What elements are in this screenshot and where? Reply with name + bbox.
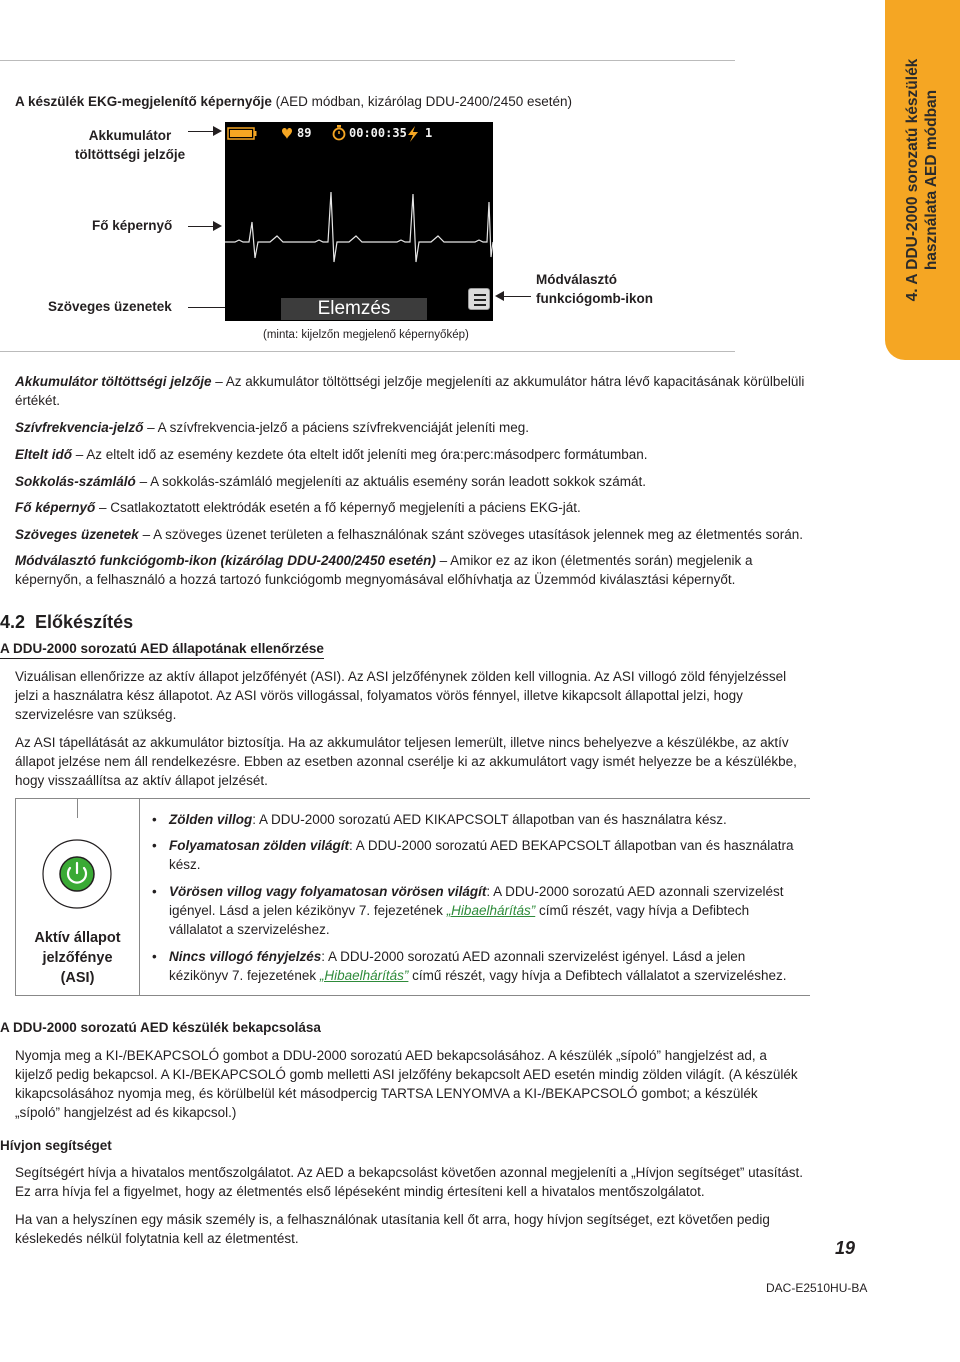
- definition-heart-rate: Szívfrekvencia-jelző – A szívfrekvencia-jelző a páciens szívfrekvenciáját jeleníti meg.: [15, 420, 529, 435]
- troubleshooting-link[interactable]: „Hibaelhárítás”: [319, 968, 409, 983]
- main-screen-arrow: [188, 226, 220, 227]
- figure-caption: (minta: kijelzőn megjelenő képernyőkép): [263, 329, 469, 341]
- heart-rate-value: 89: [297, 126, 312, 140]
- shock-count-value: 1: [425, 126, 433, 140]
- call-help-paragraph-1: Segítségért hívja a hivatalos mentőszolgálatot. Az AED a bekapcsolást követően azonnal megjeleníti a „Hívjon segítséget” utasítást. Ez arra hívja fel a figyelmet, hogy az életmentés első lépéseként mindig értesíteni kell a hivatalos mentőszolgálatot.: [15, 1165, 803, 1199]
- mode-select-arrow: [497, 296, 531, 297]
- asi-bullet-no-light: • Nincs villogó fényjelzés: A DDU-2000 sorozatú AED azonnali szervizelést igényel. Lásd a jelen kézikönyv 7. fejezetének „Hibaelhárítás” című részét, vagy hívja a Defibtech vállalatot a szervizeléshez.: [152, 947, 802, 985]
- aed-display: [225, 122, 493, 321]
- battery-icon: [228, 128, 257, 139]
- check-paragraph-1: Vizuálisan ellenőrizze az aktív állapot jelzőfényét (ASI). Az ASI jelzőfénynek zölden kell villognia. Az ASI villogó zöld fényjelzéssel jelzi a használatra kész állapotot. Az ASI vörös villogással, folyamatos vörös fénnyel, illetve kikapcsolt állapottal jelzi, hogy szervizelésre van szükség.: [15, 669, 787, 722]
- text-messages-label: Szöveges üzenetek: [48, 299, 172, 314]
- chapter-title-line2: használata AED módban: [923, 89, 940, 271]
- asi-light-icon: [37, 830, 117, 920]
- asi-pointer-line: [77, 798, 78, 818]
- check-paragraph-2: Az ASI tápellátását az akkumulátor biztosítja. Ha az akkumulátor teljesen lemerült, illetve nincs behelyezve a készülékbe, az aktív állapot jelzése nem áll rendelkezésre. Ebben az esetben azonnal cserélje ki az akkumulátort vagy ismét helyezze be a készülékbe, hogy visszaállítsa az aktív állapot jelzését.: [15, 735, 797, 788]
- asi-label: Aktív állapot jelzőfénye (ASI): [34, 930, 121, 986]
- lightning-icon: [408, 126, 418, 142]
- definition-main-screen: Fő képernyő – Csatlakoztatott elektródák esetén a fő képernyő megjeleníti a páciens EKG-ját.: [15, 500, 581, 515]
- power-on-paragraph: Nyomja meg a KI-/BEKAPCSOLÓ gombot a DDU-2000 sorozatú AED bekapcsolásához. A készülék „sípoló” hangjelzést ad, a kijelző pedig bekapcsol. A KI-/BEKAPCSOLÓ gomb melletti ASI jelzőfény bekapcsolt AED esetén mindig zölden világít. (A készülék kikapcsolásához nyomja meg, és körülbelül két másodpercig TARTSA LENYOMVA a KI-/BEKAPCSOLÓ gombot; a készülék „sípoló” hangjelzést ad és kikapcsol.): [15, 1048, 798, 1120]
- call-help-paragraph-2: Ha van a helyszínen egy másik személy is, a felhasználónak utasítania kell őt arra, hogy hívjon segítséget, ezt követően pedig késlekedés nélkül folytatnia kell az életmentést.: [15, 1212, 770, 1246]
- mode-select-label: Módválasztó funkciógomb-ikon: [536, 272, 653, 306]
- main-screen-label: Fő képernyő: [92, 218, 173, 233]
- page-number: 19: [835, 1238, 856, 1258]
- asi-bullet-solid-green: • Folyamatosan zölden világít: A DDU-2000 sorozatú AED BEKAPCSOLT állapotban van és használatra kész.: [152, 836, 802, 874]
- heart-icon: [282, 128, 292, 139]
- chapter-title: [903, 10, 941, 350]
- battery-indicator-label: Akkumulátor töltöttségi jelzője: [74, 128, 186, 162]
- battery-arrow: [188, 131, 220, 132]
- check-status-heading: A DDU-2000 sorozatú AED állapotának ellenőrzése: [0, 641, 324, 659]
- definition-mode-select: Módválasztó funkciógomb-ikon (kizárólag DDU-2400/2450 esetén) – Amikor ez az ikon (életmentés során) megjelenik a képernyőn, a felhasználó a hozzá tartozó funkciógomb megnyomásával előhívhatja az Üzemmód kiválasztási képernyőt.: [15, 553, 753, 587]
- definition-elapsed-time: Eltelt idő – Az eltelt idő az esemény kezdete óta eltelt időt jeleníti meg óra:perc:másodperc formátumban.: [15, 447, 648, 462]
- troubleshooting-link[interactable]: „Hibaelhárítás”: [446, 903, 536, 918]
- mode-select-menu-icon[interactable]: [468, 288, 490, 310]
- section-heading: 4.2 Előkészítés: [0, 612, 134, 632]
- asi-bullet-red: • Vörösen villog vagy folyamatosan vörösen világít: A DDU-2000 sorozatú AED azonnali szervizelést igényel. Lásd a jelen kézikönyv 7. fejezetének „Hibaelhárítás” című részét, vagy hívja a Defibtech vállalatot a szervizeléshez.: [152, 882, 802, 939]
- elapsed-time-value: 00:00:35: [349, 126, 407, 140]
- definition-text-messages: Szöveges üzenetek – A szöveges üzenet területen a felhasználónak szánt szöveges utasítások jelennek meg az életmentés során.: [15, 527, 803, 542]
- chapter-title-line1: 4. A DDU-2000 sorozatú készülék: [904, 58, 921, 302]
- definition-shock-counter: Sokkolás-számláló – A sokkolás-számláló megjeleníti az aktuális esemény során leadott sokkok számát.: [15, 474, 647, 489]
- stopwatch-icon: [334, 125, 345, 140]
- power-on-heading: A DDU-2000 sorozatú AED készülék bekapcsolása: [0, 1020, 321, 1035]
- ecg-waveform: [225, 162, 493, 282]
- definition-battery: Akkumulátor töltöttségi jelzője – Az akkumulátor töltöttségi jelzője megjeleníti az akkumulátor hátra lévő kapacitásának körülbelüli értékét.: [15, 374, 805, 408]
- call-help-heading: Hívjon segítséget: [0, 1138, 112, 1153]
- document-code: DAC-E2510HU-BA: [766, 1281, 868, 1295]
- figure-heading: A készülék EKG-megjelenítő képernyője (AED módban, kizárólag DDU-2400/2450 esetén): [15, 94, 573, 109]
- asi-bullet-flashing-green: • Zölden villog: A DDU-2000 sorozatú AED KIKAPCSOLT állapotban van és használatra kész.: [152, 810, 802, 829]
- text-message-area: Elemzés: [281, 298, 427, 320]
